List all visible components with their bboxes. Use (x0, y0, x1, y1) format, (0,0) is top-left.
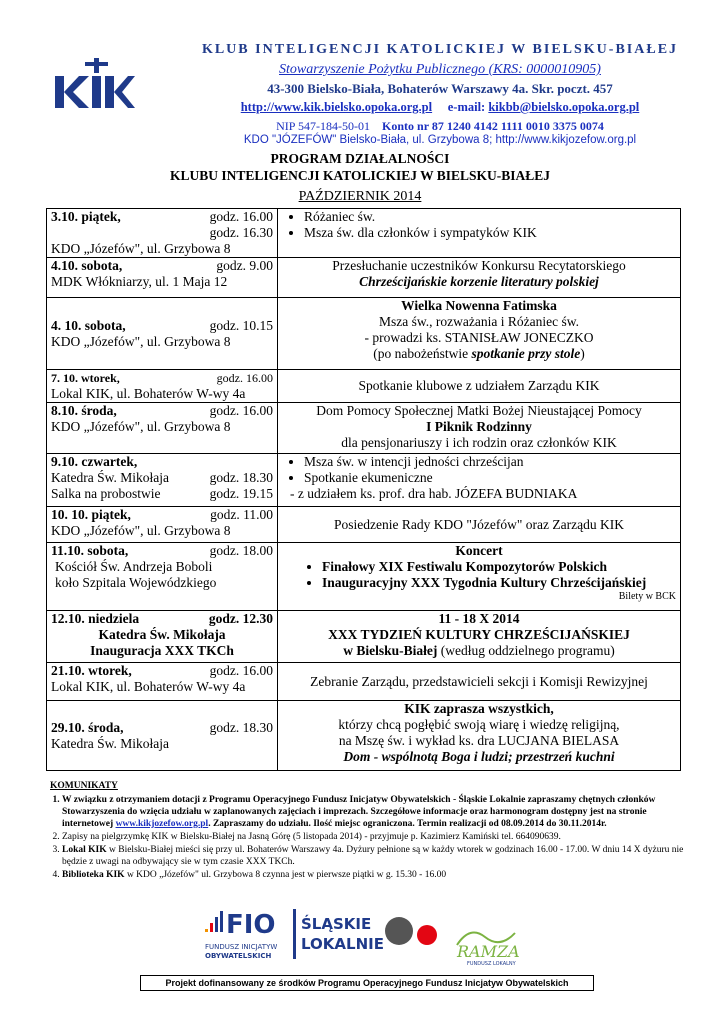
event-speaker: - prowadzi ks. STANISŁAW JONECZKO (364, 330, 594, 345)
event-date: 10. 10. piątek, (51, 507, 131, 522)
list-item (62, 844, 695, 868)
program-month: PAŹDZIERNIK 2014 (298, 189, 422, 204)
event-date: 11.10. sobota, (51, 543, 129, 558)
event-place: Katedra Św. Mikołaja (98, 627, 226, 642)
bank-line (170, 119, 710, 134)
event-place: Kościół Św. Andrzeja Boboli (55, 559, 213, 574)
event-date: 3.10. piątek, (51, 209, 121, 224)
list-item: • Msza św. dla członków i sympatyków KIK (304, 225, 676, 241)
list-item (62, 869, 695, 881)
svg-text:LOKALNIE: LOKALNIE (301, 935, 384, 953)
table-row (47, 663, 681, 701)
svg-text:FUNDUSZ LOKALNY: FUNDUSZ LOKALNY (467, 961, 516, 967)
contact-line (170, 100, 710, 115)
event-place: Lokal KIK, ul. Bohaterów W-wy 4a (51, 679, 246, 694)
table-row (47, 298, 681, 370)
event-title: Koncert (455, 543, 503, 558)
event-time: godz. 18.30 (209, 719, 273, 735)
event-description: Posiedzenie Rady KDO "Józefów" oraz Zarządu KIK (334, 516, 624, 532)
sponsor-logos (205, 905, 525, 967)
event-title: Wielka Nowenna Fatimska (401, 298, 557, 313)
announcement-link[interactable]: www.kikjozefow.org.pl (115, 819, 209, 829)
svg-text:RAMZA: RAMZA (457, 942, 520, 961)
event-date: 29.10. środa, (51, 719, 124, 735)
event-list (282, 559, 676, 591)
announcement-label: Lokal KIK (62, 845, 107, 855)
event-date: 7. 10. wtorek, (51, 371, 120, 385)
note-text: ) (580, 346, 585, 361)
event-title: Inauguracja XXX TKCh (90, 643, 234, 658)
list-item: 2. Zapisy na pielgrzymkę KIK w Bielsku-Białej na Jasną Górę (5 listopada 2014) - przyjmuje p. Kazimierz Kamiński tel. 664090639. (62, 831, 695, 843)
event-date: 8.10. środa, (51, 403, 117, 418)
event-description: dla pensjonariuszy i ich rodzin oraz członków KIK (341, 435, 617, 450)
email-label: e-mail: (447, 100, 486, 114)
list-item: • Msza św. w intencji jedności chrześcijan (304, 454, 676, 470)
event-time: godz. 16.00 (209, 209, 273, 224)
note-highlight: spotkanie przy stole (471, 346, 581, 361)
table-row (47, 701, 681, 771)
event-description: na Mszę św. i wykład ks. dra LUCJANA BIELASA (338, 733, 620, 748)
event-list (282, 454, 676, 486)
club-name: KLUB INTELIGENCJI KATOLICKIEJ W BIELSKU-BIAŁEJ (201, 42, 679, 57)
program-table (46, 208, 681, 771)
event-description: którzy chcą pogłębić swoją wiarę i wiedzę religijną, (338, 717, 620, 732)
table-row (47, 507, 681, 543)
event-date: 4. 10. sobota, (51, 317, 126, 333)
announcement-label: Biblioteka KIK (62, 870, 125, 880)
email-link[interactable]: kikbb@bielsko.opoka.org.pl (488, 100, 640, 114)
event-place: Lokal KIK, ul. Bohaterów W-wy 4a (51, 386, 246, 401)
list-item: • Spotkanie ekumeniczne (304, 470, 676, 486)
event-place: KDO „Józefów", ul. Grzybowa 8 (51, 419, 231, 434)
nip-number: NIP 547-184-50-01 (276, 119, 371, 133)
program-subtitle: KLUBU INTELIGENCJI KATOLICKIEJ W BIELSKU-BIAŁEJ (169, 168, 551, 183)
kdo-line: KDO "JÓZEFÓW" Bielsko-Biała, ul. Grzybowa 8; http://www.kikjozefow.org.pl (243, 134, 637, 146)
program-title: PROGRAM DZIAŁALNOŚCI (270, 151, 450, 166)
announcement-text: W związku z otrzymaniem dotacji z Programu Operacyjnego Fundusz Inicjatyw Obywatelskich - Śląskie Lokalnie zapraszamy chętnych członków Stowarzyszenia do wzięcia udziału w zaplanowanych zajęciach i imprezach. Szczegółowe informacje oraz harmonogram dostępny jest na stronie internetowej (62, 795, 656, 829)
event-place: KDO „Józefów", ul. Grzybowa 8 (51, 333, 231, 349)
event-place: MDK Włókniarzy, ul. 1 Maja 12 (51, 274, 228, 289)
fio-logo (205, 910, 277, 960)
event-description: Zebranie Zarządu, przedstawicieli sekcji i Komisji Rewizyjnej (310, 673, 648, 689)
event-time: godz. 10.15 (209, 317, 273, 333)
slaskie-lokalnie-logo (293, 909, 384, 959)
event-list (282, 209, 676, 241)
event-time: godz. 18.30 (209, 470, 273, 485)
announcement-text: w KDO „Józefów" ul. Grzybowa 8 czynna jest w pierwsze piątki w g. 15.30 - 16.00 (124, 870, 447, 880)
website-link[interactable]: http://www.kik.bielsko.opoka.org.pl (240, 100, 433, 114)
lecture-title: Dom - wspólnotą Boga i ludzi; przestrzeń kuchni (343, 749, 615, 764)
table-row (47, 611, 681, 663)
list-item: • Finałowy XIX Festiwalu Kompozytorów Polskich (322, 559, 676, 575)
table-row (47, 403, 681, 454)
logo-text: KIK (55, 58, 57, 59)
event-highlight: Chrześcijańskie korzenie literatury polskiej (359, 274, 599, 289)
event-description: Msza św., rozważania i Różaniec św. (379, 314, 579, 329)
event-time: godz. 16.00 (209, 663, 273, 678)
event-time: godz. 19.15 (209, 486, 273, 501)
list-item: • Inauguracyjny XXX Tygodnia Kultury Chrześcijańskiej (322, 575, 676, 591)
event-note: (według oddzielnego programu) (437, 643, 615, 658)
club-subtitle: Stowarzyszenie Pożytku Publicznego (KRS: 0000010905) (279, 62, 601, 77)
club-address: 43-300 Bielsko-Biała, Bohaterów Warszawy 4a. Skr. poczt. 457 (267, 81, 613, 96)
kik-logo (55, 58, 135, 110)
event-place: KDO „Józefów", ul. Grzybowa 8 (51, 241, 231, 256)
svg-text:FIO: FIO (226, 910, 276, 940)
funding-footer: Projekt dofinansowany ze środków Programu Operacyjnego Fundusz Inicjatyw Obywatelskich (140, 975, 594, 991)
event-date: 4.10. sobota, (51, 258, 123, 273)
event-description: Dom Pomocy Społecznej Matki Bożej Nieustającej Pomocy (316, 403, 642, 418)
event-speaker: - z udziałem ks. prof. dra hab. JÓZEFA BUDNIAKA (290, 486, 578, 501)
table-row (47, 543, 681, 611)
event-description (282, 643, 676, 659)
event-description: Spotkanie klubowe z udziałem Zarządu KIK (358, 378, 600, 393)
announcement-text: w Bielsku-Białej mieści się przy ul. Bohaterów Warszawy 4a. Dyżury pełnione są w każdy wtorek w godzinach 16.00 - 17.00. W dniu 14 X dyżuru nie będzie z uwagi na odbywający sie w tym czasie XXX TKCh. (62, 845, 684, 867)
event-time: godz. 9.00 (216, 258, 273, 273)
event-time: godz. 16.30 (209, 225, 273, 240)
event-date: 21.10. wtorek, (51, 663, 132, 678)
svg-text:ŚLĄSKIE: ŚLĄSKIE (301, 915, 372, 933)
event-place: Katedra Św. Mikołaja (51, 470, 169, 485)
event-title: XXX TYDZIEŃ KULTURY CHRZEŚCIJAŃSKIEJ (328, 627, 630, 642)
list-item: • Różaniec św. (304, 209, 676, 225)
svg-text:FUNDUSZ INICJATYW: FUNDUSZ INICJATYW (205, 943, 278, 951)
event-place: KDO „Józefów", ul. Grzybowa 8 (51, 523, 231, 538)
event-time: godz. 16.00 (216, 371, 273, 385)
ramza-logo (456, 933, 520, 968)
event-date: 9.10. czwartek, (51, 454, 138, 469)
table-row (47, 209, 681, 258)
event-title: KIK zaprasza wszystkich, (404, 701, 554, 716)
table-row (47, 370, 681, 403)
event-description: Przesłuchanie uczestników Konkursu Recytatorskiego (332, 258, 626, 273)
announcements (30, 780, 695, 882)
event-place: Salka na probostwie (51, 486, 161, 501)
svg-text:OBYWATELSKICH: OBYWATELSKICH (205, 952, 272, 960)
event-title: I Piknik Rodzinny (426, 419, 532, 434)
event-time: godz. 18.00 (209, 543, 273, 558)
event-time: godz. 11.00 (210, 507, 273, 522)
account-number: Konto nr 87 1240 4142 1111 0010 3375 0074 (382, 119, 604, 133)
event-place: koło Szpitala Wojewódzkiego (55, 575, 217, 590)
event-city: w Bielsku-Białej (343, 643, 438, 658)
note-text: (po nabożeństwie (373, 346, 472, 361)
table-row (47, 454, 681, 507)
event-date: 12.10. niedziela (51, 611, 140, 626)
partner-logo (385, 917, 437, 945)
event-note (282, 346, 676, 362)
event-time: godz. 16.00 (209, 403, 273, 418)
ticket-note: Bilety w BCK (618, 591, 676, 602)
event-dates: 11 - 18 X 2014 (438, 611, 520, 626)
announcements-title: KOMUNIKATY (50, 781, 118, 791)
list-item (62, 794, 695, 830)
announcement-text: . Zapraszamy do udziału. Ilość miejsc ograniczona. Termin realizacji od 08.09.2014 do 30.11.2014r. (208, 819, 607, 829)
table-row (47, 258, 681, 298)
event-time: godz. 12.30 (208, 611, 273, 626)
event-place: Katedra Św. Mikołaja (51, 735, 169, 751)
announcements-list (30, 794, 695, 881)
